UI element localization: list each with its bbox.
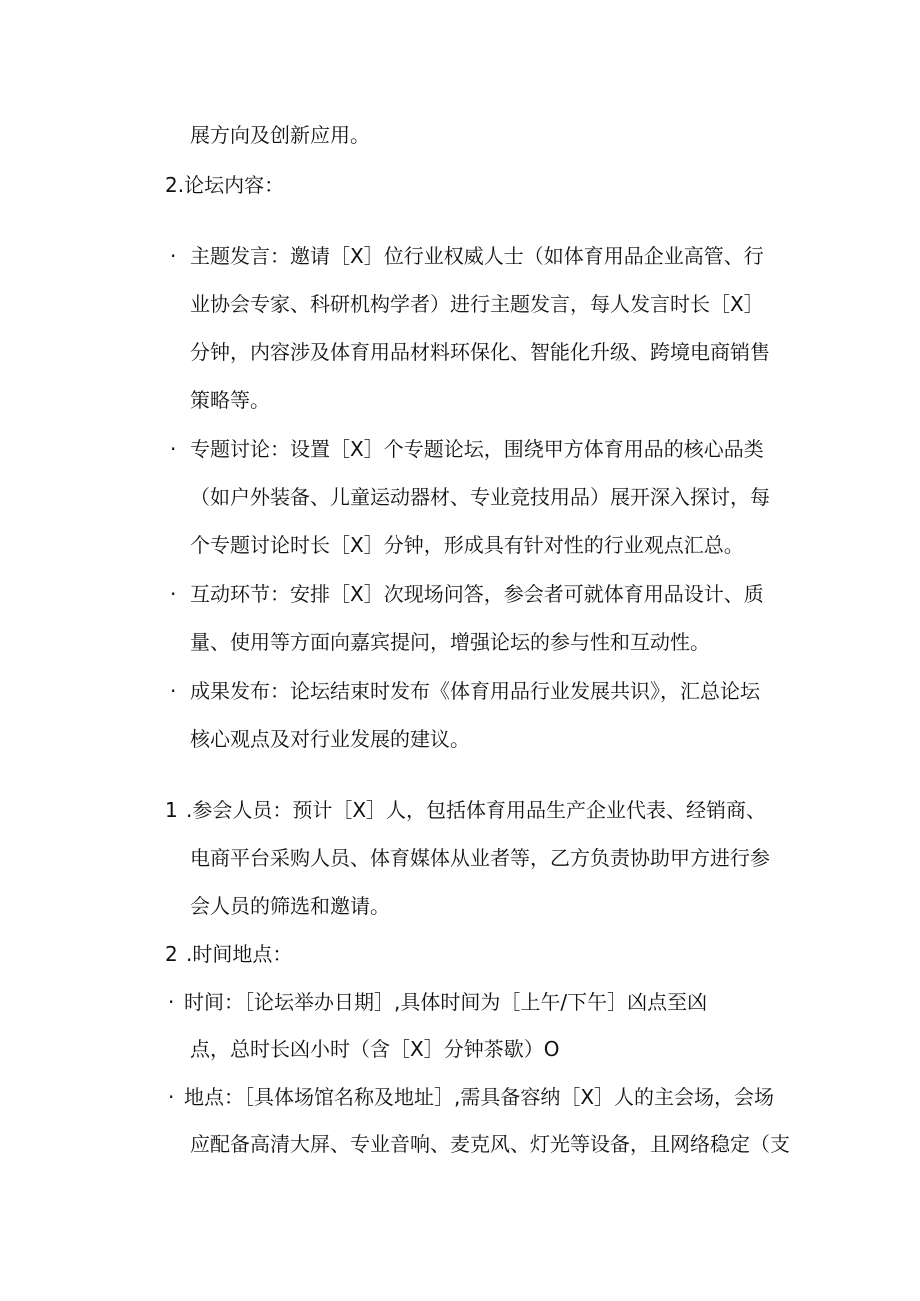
bullet-mark: · — [168, 1085, 175, 1109]
place-line-2: 应配备高清大屏、专业音响、麦克风、灯光等设备，且网络稳定（支 — [190, 1132, 790, 1156]
keynote-line-2: 业协会专家、科研机构学者）进行主题发言，每人发言时长［X］ — [190, 292, 764, 316]
bullet-mark: · — [170, 679, 177, 703]
interaction-line-2: 量、使用等方面向嘉宾提问，增强论坛的参与性和互动性。 — [190, 630, 710, 654]
time-line-2: 点，总时长凶小时（含［X］分钟茶歇）O — [190, 1037, 560, 1061]
keynote-line-3: 分钟，内容涉及体育用品材料环保化、智能化升级、跨境电商销售 — [190, 340, 770, 364]
intro-tail-line: 展方向及创新应用。 — [190, 123, 370, 147]
topic-line-2: （如户外装备、儿童运动器材、专业竞技用品）展开深入探讨，每 — [190, 485, 770, 509]
keynote-line-1: 主题发言：邀请［X］位行业权威人士（如体育用品企业高管、行 — [190, 244, 764, 268]
bullet-mark: · — [170, 244, 177, 268]
topic-line-3: 个专题讨论时长［X］分钟，形成具有针对性的行业观点汇总。 — [190, 533, 744, 557]
attendees-line-2: 电商平台采购人员、体育媒体从业者等，乙方负责协助甲方进行参 — [190, 846, 770, 870]
time-line-1: 时间：［论坛举办日期］,具体时间为［上午/下午］凶点至凶 — [184, 990, 708, 1014]
attendees-line-3: 会人员的筛选和邀请。 — [190, 894, 390, 918]
place-line-1: 地点：［具体场馆名称及地址］,需具备容纳［X］人的主会场，会场 — [184, 1085, 775, 1109]
interaction-line-1: 互动环节：安排［X］次现场问答，参会者可就体育用品设计、质 — [190, 582, 764, 606]
bullet-mark: · — [170, 437, 177, 461]
bullet-mark: · — [170, 582, 177, 606]
bullet-mark: · — [168, 990, 175, 1014]
topic-line-1: 专题讨论：设置［X］个专题论坛，围绕甲方体育用品的核心品类 — [190, 437, 764, 461]
time-place-number: 2 — [165, 942, 178, 966]
outcome-line-2: 核心观点及对行业发展的建议。 — [190, 727, 470, 751]
forum-content-heading: 2.论坛内容： — [165, 173, 285, 197]
outcome-line-1: 成果发布：论坛结束时发布《体育用品行业发展共识》，汇总论坛 — [190, 679, 760, 703]
attendees-number: 1 — [165, 798, 178, 822]
attendees-line-1: .参会人员：预计［X］人，包括体育用品生产企业代表、经销商、 — [186, 798, 767, 822]
time-place-heading: .时间地点： — [186, 942, 293, 966]
keynote-line-4: 策略等。 — [190, 388, 270, 412]
